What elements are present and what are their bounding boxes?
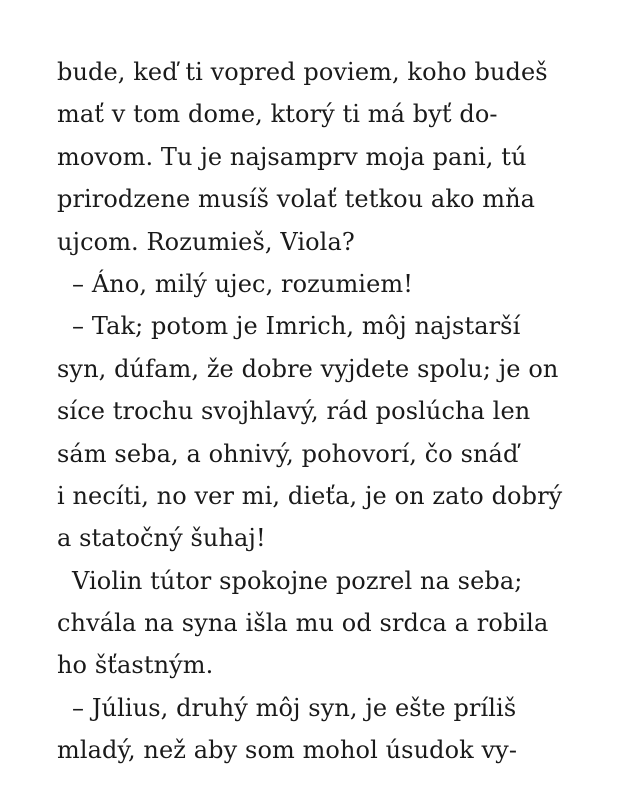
text-body xyxy=(57,51,617,772)
text-line: mladý, než aby som mohol úsudok vy- xyxy=(57,736,518,765)
text-line: bude, keď ti vopred poviem, koho budeš xyxy=(57,58,548,86)
text-line: prirodzene musíš volať tetkou ako mňa xyxy=(57,185,536,214)
text-line: ho šťastným. xyxy=(57,651,214,680)
dialogue-line: – Áno, milý ujec, rozumiem! xyxy=(72,269,413,298)
text-line: syn, dúfam, že dobre vyjdete spolu; je on xyxy=(57,354,559,383)
text-line: movom. Tu je najsamprv moja pani, tú xyxy=(57,142,527,171)
text-line: chvála na syna išla mu od srdca a robila xyxy=(57,609,549,638)
dialogue-line: – Tak; potom je Imrich, môj najstarší xyxy=(72,312,521,341)
text-line: a statočný šuhaj! xyxy=(57,524,266,553)
text-line: i necíti, no ver mi, dieťa, je on zato dobrý xyxy=(57,481,563,510)
text-line: sám seba, a ohnivý, pohovorí, čo snáď xyxy=(57,439,519,468)
text-line: ujcom. Rozumieš, Viola? xyxy=(57,227,355,256)
dialogue-line: – Július, druhý môj syn, je ešte príliš xyxy=(72,693,517,722)
text-line: síce trochu svojhlavý, rád poslúcha len xyxy=(57,397,531,426)
text-line: mať v tom dome, ktorý ti má byť do- xyxy=(57,100,498,129)
paragraph-start-line: Violin tútor spokojne pozrel na seba; xyxy=(72,566,523,595)
